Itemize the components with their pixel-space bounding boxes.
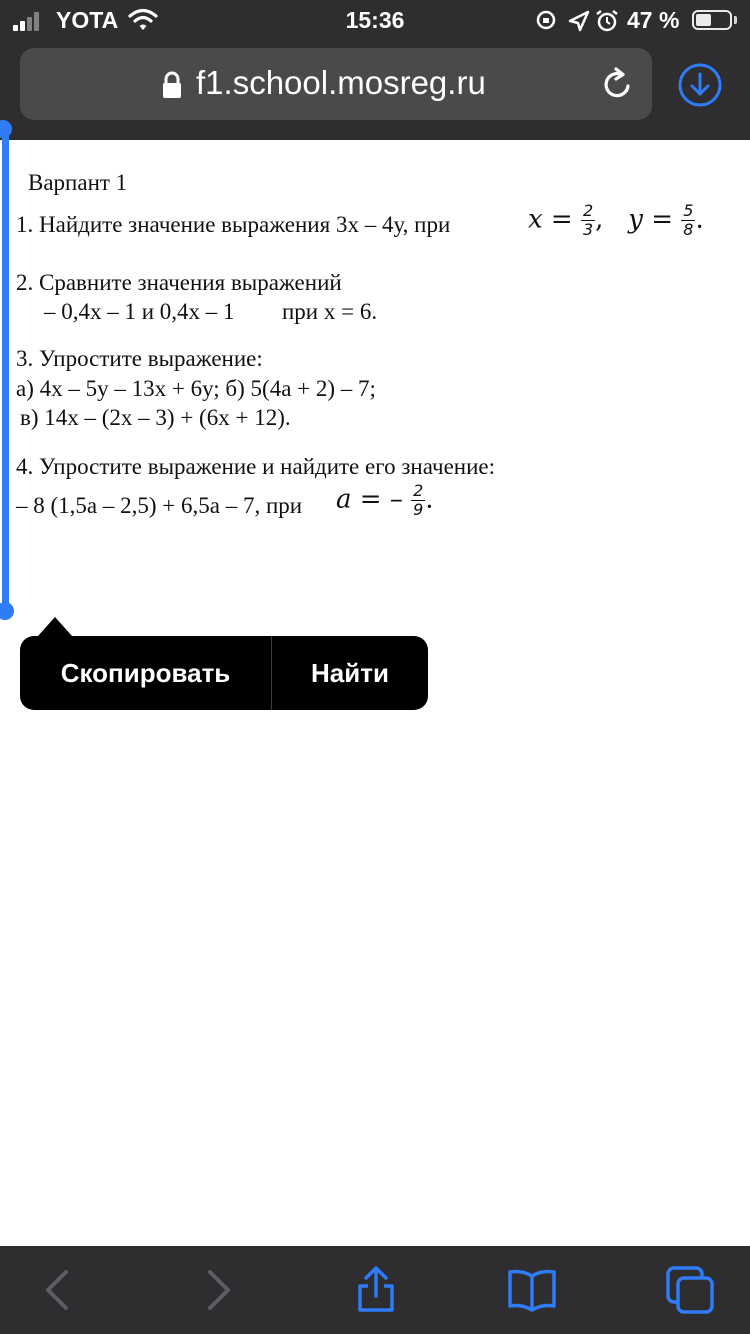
question-3-line-b: в) 14х – (2х – 3) + (6х + 12).	[20, 405, 291, 430]
lock-icon	[162, 71, 182, 99]
question-1-text: 1. Найдите значение выражения 3х – 4у, при	[16, 212, 451, 237]
x-fraction	[581, 202, 595, 239]
url-text: f1.school.mosreg.ru	[196, 64, 486, 101]
alarm-icon	[597, 11, 617, 30]
variant-title: Варпант 1	[28, 170, 128, 195]
selection-highlight-bar	[2, 132, 9, 612]
battery-level	[696, 14, 711, 26]
context-menu	[20, 636, 428, 710]
battery-nub	[734, 16, 737, 24]
download-icon[interactable]	[676, 61, 724, 109]
address-bar[interactable]	[20, 48, 652, 120]
battery-percentage: 47 %	[627, 7, 680, 33]
a-denominator: 9	[413, 500, 424, 519]
location-icon	[570, 12, 588, 30]
y-denominator: 8	[683, 220, 694, 239]
x-denominator: 3	[582, 220, 594, 239]
question-4-expression: – 8 (1,5а – 2,5) + 6,5а – 7, при	[16, 493, 303, 518]
copy-button[interactable]: Скопировать	[20, 636, 272, 710]
a-label: a = –	[336, 484, 403, 515]
back-icon[interactable]	[34, 1266, 82, 1314]
y-label: y =	[628, 204, 673, 235]
orientation-lock-icon	[538, 12, 554, 28]
a-numerator: 2	[413, 481, 424, 500]
status-icons	[534, 7, 634, 35]
y-numerator: 5	[683, 201, 694, 220]
find-button[interactable]: Найти	[311, 658, 389, 688]
share-icon[interactable]	[352, 1266, 400, 1314]
x-label: x =	[528, 204, 573, 235]
y-fraction	[681, 202, 695, 239]
selection-handle-end[interactable]	[0, 602, 14, 620]
separator: ,	[595, 204, 604, 235]
x-numerator: 2	[582, 201, 594, 220]
browser-top-bar	[0, 0, 750, 140]
forward-icon[interactable]	[194, 1266, 242, 1314]
battery-icon	[692, 10, 732, 30]
reload-icon[interactable]	[600, 66, 636, 102]
question-1	[16, 212, 450, 238]
browser-toolbar	[0, 1246, 750, 1334]
question-2-condition: при х = 6.	[282, 299, 378, 324]
end-mark: .	[695, 204, 704, 235]
status-bar	[0, 0, 750, 42]
question-4-text: 4. Упростите выражение и найдите его значение:	[16, 454, 496, 479]
tabs-icon[interactable]	[666, 1266, 714, 1314]
bookmarks-icon[interactable]	[508, 1266, 556, 1314]
question-1-values	[528, 202, 704, 239]
question-2-expression: – 0,4х – 1 и 0,4х – 1	[44, 299, 235, 324]
end-mark: .	[425, 484, 434, 515]
question-2-text: 2. Сравните значения выражений	[16, 270, 342, 295]
context-menu-arrow	[38, 617, 72, 636]
question-3-text: 3. Упростите выражение:	[16, 346, 263, 371]
a-fraction	[411, 482, 425, 519]
carrier-name: YOTA	[56, 7, 119, 33]
clock: 15:36	[345, 7, 405, 33]
question-3-line-a: а) 4х – 5у – 13х + 6у; б) 5(4а + 2) – 7;	[16, 376, 376, 401]
question-4-value	[336, 482, 434, 519]
